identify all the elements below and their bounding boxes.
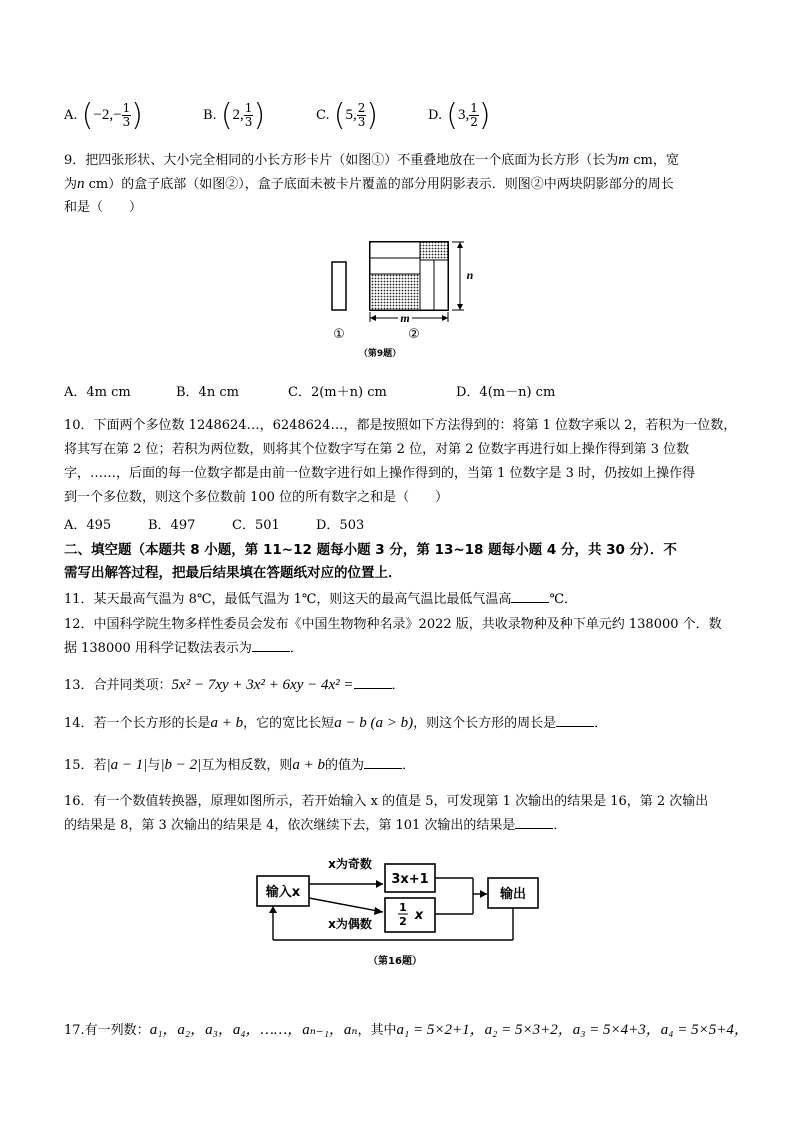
q9-single-card [332, 262, 346, 310]
q10-option-d: D．503 [316, 518, 365, 533]
q9-fig-label-2: ② [408, 327, 420, 342]
q17: 17.有一列数：a₁，a₂，a₃，a₄，……，aₙ₋₁，aₙ，其中a₁ = 5×2+1，a₂ = 5×3+2，a₃ = 5×4+3，a₄ = 5×5+4， [64, 1022, 749, 1038]
q16-odd-label: x为奇数 [328, 857, 372, 871]
q11: 11．某天最高气温为 8℃，最低气温为 1℃，则这天的最高气温比最低气温高 ℃． [64, 592, 577, 607]
q15: 15．若|a − 1|与|b − 2|互为相反数，则a + b的值为 ． [64, 757, 415, 773]
q14-answer-blank [556, 714, 594, 727]
section-2-heading-line-2: 需写出解答过程，把最后结果填在答题纸对应的位置上． [64, 565, 402, 581]
q10-line-4: 到一个多位数，则这个多位数前 100 位的所有数字之和是（ ） [64, 490, 449, 505]
q16-even-op-num: 1 [399, 901, 407, 914]
q10-line-3: 字，……，后面的每一位数字都是由前一位数字进行如上操作得到的，当第 1 位数字是 3 时，仍按如上操作得 [64, 466, 696, 481]
q16-even-op-var: x [414, 908, 424, 923]
q9-line-2: 为n cm）的盒子底部（如图②），盒子底面未被卡片覆盖的部分用阴影表示．则图②中两块阴影部分的周长 [64, 176, 674, 192]
q16-caption: （第16题） [368, 956, 422, 967]
q16-even-op-den: 2 [399, 915, 407, 928]
q8-option-a: A. (−2,− $\frac{1}{3}$ ) [64, 98, 143, 133]
q16-answer-blank [515, 816, 553, 829]
q16-line-2: 的结果是 8，第 3 次输出的结果是 4，依次继续下去，第 101 次输出的结果是 ． [64, 818, 567, 833]
q9-fig-m-label: m [400, 311, 410, 325]
q9-figure [320, 232, 480, 367]
q16-even-label: x为偶数 [328, 917, 372, 931]
q9-shade-bottom [370, 274, 420, 310]
q9-line-1: 9．把四张形状、大小完全相同的小长方形卡片（如图①）不重叠地放在一个底面为长方形（长为m cm，宽 [64, 152, 679, 168]
q8-option-d: D. (3, $\frac{1}{2}$ ) [428, 98, 491, 133]
q12-answer-blank [252, 639, 290, 652]
section-2-heading-line-1: 二、填空题（本题共 8 小题，第 11~12 题每小题 3 分，第 13~18 题每小题 4 分，共 30 分）．不 [64, 542, 677, 558]
q9-option-c: C．2(m＋n) cm [288, 385, 387, 400]
q16-input-label: 输入x [265, 885, 301, 900]
q12-line-2: 据 138000 用科学记数法表示为 ． [64, 641, 303, 656]
q16-flowchart [255, 848, 545, 970]
q12-line-1: 12．中国科学院生物多样性委员会发布《中国生物物种名录》2022 版，共收录物种及种下单元约 138000 个．数 [64, 617, 722, 632]
q15-answer-blank [364, 756, 402, 769]
q10-line-2: 将其写在第 2 位；若积为两位数，则将其个位数字写在第 2 位，对第 2 位数字再进行如上操作得到第 3 位数 [64, 442, 690, 457]
q9-line-3: 和是（ ） [64, 200, 143, 215]
q9-fig-caption: （第9题） [358, 349, 402, 359]
q16-even-op-box [385, 898, 435, 932]
q9-shade-top [420, 242, 448, 260]
q8-option-b: B. (2, $\frac{1}{3}$ ) [203, 98, 266, 133]
q10-option-b: B．497 [148, 518, 196, 533]
q14: 14．若一个长方形的长是a + b，它的宽比长短a − b (a > b)，则这个长方形的周长是 ． [64, 715, 608, 731]
q13-answer-blank [354, 676, 392, 689]
q9-option-d: D．4(m－n) cm [456, 385, 556, 400]
q9-option-b: B．4n cm [176, 385, 239, 400]
q10-option-c: C．501 [232, 518, 280, 533]
q10-line-1: 10．下面两个多位数 1248624…，6248624…，都是按照如下方法得到的：将第 1 位数字乘以 2，若积为一位数， [64, 418, 737, 433]
q11-answer-blank [511, 590, 549, 603]
q16-odd-op: 3x+1 [391, 872, 429, 887]
q9-fig-n-label: n [466, 268, 474, 282]
q16-output-label: 输出 [499, 887, 527, 902]
q8-option-c: C. (5, $\frac{2}{3}$ ) [316, 98, 379, 133]
q9-option-a: A．4m cm [64, 385, 131, 400]
q10-option-a: A．495 [64, 518, 112, 533]
q13: 13．合并同类项：5x² − 7xy + 3x² + 6xy − 4x² = ． [64, 677, 405, 693]
q9-fig-label-1: ① [333, 327, 345, 342]
q13-expression: 5x² − 7xy + 3x² + 6xy − 4x² = [171, 677, 354, 693]
q16-line-1: 16．有一个数值转换器，原理如图所示，若开始输入 x 的值是 5，可发现第 1 次输出的结果是 16，第 2 次输出 [64, 794, 709, 809]
